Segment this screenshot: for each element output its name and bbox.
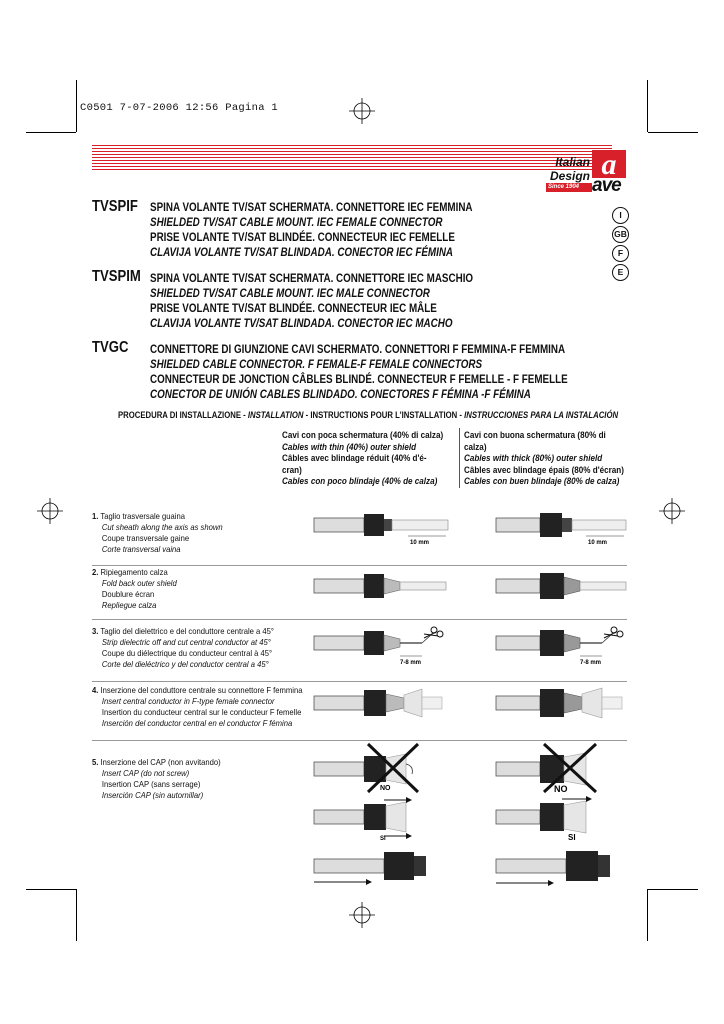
product-title-gb: SHIELDED TV/SAT CABLE MOUNT. IEC FEMALE CONNECTOR xyxy=(150,215,443,229)
registration-mark-left xyxy=(37,498,63,524)
step-2-text: 2. Ripiegamento calza Fold back outer shield Doublure écran Repliegue calza xyxy=(92,567,177,610)
product-title-fr: PRISE VOLANTE TV/SAT BLINDÉE. CONNECTEUR IEC FEMELLE xyxy=(150,230,455,244)
illustration-step-5-no-thick xyxy=(492,742,642,796)
no-mark: NO xyxy=(380,785,391,792)
logo-brand: ave xyxy=(592,175,621,196)
illustration-step-2-thin xyxy=(310,568,460,608)
product-code-tvgc: TVGC xyxy=(92,339,129,356)
step-divider xyxy=(92,681,627,682)
registration-mark-bottom xyxy=(349,902,375,928)
procedure-heading: PROCEDURA DI INSTALLAZIONE - INSTALLATION - INSTRUCTIONS POUR L'INSTALLATION - INSTRUCCIONES PARA LA INSTALACIÓN xyxy=(118,410,619,420)
column-header-thick-shield: Cavi con buona schermatura (80% di calza) Cables with thick (80%) outer shield Câbles avec blindage épais (80% d'écran) Cables con buen blindaje (80% de calza) xyxy=(464,430,624,486)
illustration-step-3-thin xyxy=(310,622,460,670)
dimension-label: 7-8 mm xyxy=(400,660,422,666)
step-5-text: 5. Inserzione del CAP (non avvitando) Insert CAP (do not screw) Insertion CAP (sans serrage) Inserción CAP (sin autornillar) xyxy=(92,757,221,800)
product-code-tvspim: TVSPIM xyxy=(92,268,141,285)
registration-mark-right xyxy=(659,498,685,524)
lang-badge-f: F xyxy=(612,245,629,262)
dimension-label: 7-8 mm xyxy=(580,660,602,666)
product-title-es: CLAVIJA VOLANTE TV/SAT BLINDADA. CONECTOR IEC MACHO xyxy=(150,316,453,330)
illustration-step-2-thick xyxy=(492,568,642,608)
product-title-es: CONECTOR DE UNIÓN CABLES BLINDADO. CONECTORES F FÉMINA -F FÉMINA xyxy=(150,387,531,401)
step-3-text: 3. Taglio del dielettrico e del conduttore centrale a 45° Strip dielectric off and cut central conductor at 45° Coupe du diélectrique du conducteur central à 45° Corte del dieléctrico y del conductor central a 45° xyxy=(92,626,274,669)
illustration-step-5-si-thick xyxy=(492,796,642,840)
svg-text:a: a xyxy=(601,150,617,181)
product-title-it: CONNETTORE DI GIUNZIONE CAVI SCHERMATO. CONNETTORI F FEMMINA-F FEMMINA xyxy=(150,342,566,356)
si-mark: SI xyxy=(380,836,386,840)
product-title-it: SPINA VOLANTE TV/SAT SCHERMATA. CONNETTORE IEC MASCHIO xyxy=(150,271,474,285)
lang-badge-i: I xyxy=(612,207,629,224)
illustration-step-4-thick xyxy=(492,683,642,727)
product-title-fr: PRISE VOLANTE TV/SAT BLINDÉE. CONNECTEUR IEC MÂLE xyxy=(150,301,437,315)
illustration-step-5-si-thin xyxy=(310,796,460,840)
illustration-step-5-final-thick xyxy=(492,846,642,886)
lang-badge-e: E xyxy=(612,264,629,281)
logo-tagline-1: Italian xyxy=(555,155,590,169)
no-mark: NO xyxy=(554,784,568,794)
product-title-fr: CONNECTEUR DE JONCTION CÂBLES BLINDÉ. CONNECTEUR F FEMELLE - F FEMELLE xyxy=(150,372,568,386)
product-title-es: CLAVIJA VOLANTE TV/SAT BLINDADA. CONECTOR IEC FÉMINA xyxy=(150,245,454,259)
print-slug: C0501 7-07-2006 12:56 Pagina 1 xyxy=(80,102,279,114)
step-divider xyxy=(92,565,627,566)
column-divider xyxy=(459,428,460,488)
dimension-label: 10 mm xyxy=(410,540,430,546)
illustration-step-1-thick xyxy=(492,508,642,552)
product-title-gb: SHIELDED TV/SAT CABLE MOUNT. IEC MALE CONNECTOR xyxy=(150,286,430,300)
product-code-tvspif: TVSPIF xyxy=(92,198,138,215)
step-divider xyxy=(92,740,627,741)
illustration-step-3-thick xyxy=(492,622,642,670)
registration-mark-top xyxy=(349,98,375,124)
product-title-gb: SHIELDED CABLE CONNECTOR. F FEMALE-F FEMALE CONNECTORS xyxy=(150,357,483,371)
si-mark: SI xyxy=(568,833,576,840)
illustration-step-5-final-thin xyxy=(310,846,460,886)
step-divider xyxy=(92,619,627,620)
column-header-thin-shield: Cavi con poca schermatura (40% di calza) Cables with thin (40%) outer shield Câbles avec blindage réduit (40% d'é- cran) Cables con poco blindaje (40% de calza) xyxy=(282,430,444,486)
step-1-text: 1. Taglio trasversale guaina Cut sheath along the axis as shown Coupe transversale gaine Corte transversal vaina xyxy=(92,511,223,554)
illustration-step-5-no-thin xyxy=(310,742,460,796)
logo-since: Since 1904 xyxy=(548,184,580,190)
illustration-step-4-thin xyxy=(310,683,460,727)
illustration-step-1-thin xyxy=(310,508,460,552)
step-4-text: 4. Inserzione del conduttore centrale su connettore F femmina Insert central conductor in F-type female connector Insertion du conducteur central sur le conducteur F femelle Inserción del conductor central en el conductor F fémina xyxy=(92,685,303,728)
lang-badge-gb: GB xyxy=(612,226,629,243)
product-title-it: SPINA VOLANTE TV/SAT SCHERMATA. CONNETTORE IEC FEMMINA xyxy=(150,200,473,214)
logo-tagline-2: Design xyxy=(549,169,590,183)
dimension-label: 10 mm xyxy=(588,540,608,546)
